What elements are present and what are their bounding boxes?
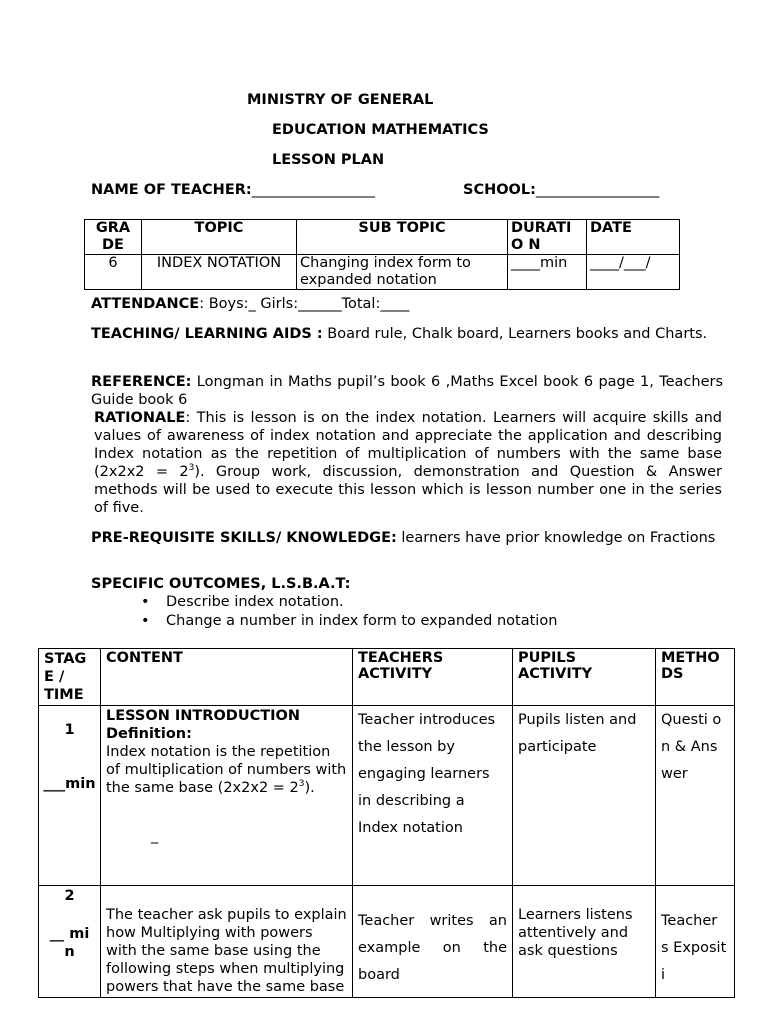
stage-row-1	[39, 706, 735, 886]
aids-label: TEACHING/ LEARNING AIDS :	[91, 326, 323, 342]
header-stage-time: STAG E / TIME	[39, 649, 101, 706]
prerequisite-text: learners have prior knowledge on Fractions	[401, 530, 716, 546]
stage-table	[38, 648, 735, 998]
cell-duration: ____min	[508, 255, 587, 290]
info-table-header-row	[85, 220, 680, 255]
content-subtitle: Definition:	[106, 726, 192, 742]
content-title: LESSON INTRODUCTION	[106, 708, 301, 724]
teacher-label: NAME OF TEACHER:	[91, 182, 252, 198]
aids-text: Board rule, Chalk board, Learners books and Charts.	[327, 326, 708, 342]
definition-text: Index notation is the repetition of multiplication of numbers with the same base (2x2x2 = 2	[106, 744, 347, 796]
cell-date: ____/___/	[587, 255, 680, 290]
bullet-mark: •	[141, 613, 150, 629]
stage-table-header-row	[39, 649, 735, 706]
attendance-text: : Boys:_ Girls:______Total:____	[199, 296, 410, 312]
outcomes-list	[141, 593, 557, 631]
stage-1-time: ___min	[43, 776, 96, 792]
outcome-item	[141, 593, 557, 612]
stage-1-pupils-activity: Pupils listen and participate	[513, 706, 656, 886]
stage-1-number: 1	[64, 722, 75, 738]
rationale-text-1: : This is lesson is on the index notation. Learners will acquire skills and values of awareness of index notation and appreciate the application and describing Index notation as the repetition of multiplication of numbers with the same base (2x2x2 = 2	[94, 410, 722, 480]
teacher-blank: _________________	[251, 182, 375, 198]
stage-1-teacher-activity: Teacher introduces the lesson by engaging learners in describing a Index notation	[353, 706, 513, 886]
header-line-3: LESSON PLAN	[272, 152, 385, 168]
outcome-item	[141, 612, 557, 631]
reference-text: Longman in Maths pupil’s book 6 ,Maths Excel book 6 page 1, Teachers Guide book 6	[91, 374, 724, 408]
rationale-label: RATIONALE	[94, 410, 186, 426]
reference-label: REFERENCE:	[91, 374, 192, 390]
stage-1-cell	[39, 706, 101, 886]
school-blank: _________________	[535, 182, 660, 198]
header-line-1: MINISTRY OF GENERAL	[247, 92, 434, 108]
info-table	[84, 219, 680, 290]
rationale-text-2: ). Group work, discussion, demonstration and Question & Answer methods will be used to execute this lesson which is lesson number one in the series of five.	[94, 464, 722, 516]
info-table-row	[85, 255, 680, 290]
rationale	[94, 409, 722, 517]
cell-grade: 6	[85, 255, 142, 290]
header-duration: DURATIO N	[508, 220, 587, 255]
definition-sup: 3	[298, 779, 305, 790]
attendance	[91, 296, 409, 312]
stage-2-number: 2	[64, 888, 75, 904]
cell-topic: INDEX NOTATION	[142, 255, 297, 290]
stage-2-content: The teacher ask pupils to explain how Multiplying with powers with the same base using the following steps when multiplying powers that have the same base	[101, 886, 353, 998]
stage-2-teacher-activity: Teacher writes an example on the board	[353, 886, 513, 998]
stage-2-cell	[39, 886, 101, 998]
header-content: CONTENT	[101, 649, 353, 706]
school-label: SCHOOL:	[463, 182, 536, 198]
prerequisite	[91, 529, 723, 547]
outcome-text: Change a number in index form to expanded notation	[166, 613, 558, 629]
teacher-name-row	[91, 182, 375, 198]
cell-subtopic: Changing index form to expanded notation	[297, 255, 508, 290]
header-line-2: EDUCATION MATHEMATICS	[272, 122, 489, 138]
header-date: DATE	[587, 220, 680, 255]
content-definition	[106, 743, 347, 797]
header-teachers-activity: TEACHERS ACTIVITY	[353, 649, 513, 706]
stage-2-time: __ mi n	[49, 926, 90, 960]
outcomes-label: SPECIFIC OUTCOMES, L.S.B.A.T:	[91, 576, 351, 592]
stage-row-2	[39, 886, 735, 998]
teaching-aids	[91, 325, 723, 343]
outcome-text: Describe index notation.	[166, 594, 344, 610]
content-mark: _	[151, 828, 159, 844]
header-topic: TOPIC	[142, 220, 297, 255]
reference	[91, 373, 723, 409]
stage-2-methods: Teacher s Expositi	[656, 886, 735, 998]
header-subtopic: SUB TOPIC	[297, 220, 508, 255]
bullet-mark: •	[141, 594, 150, 610]
stage-1-methods: Questi on & Answer	[656, 706, 735, 886]
header-grade: GRA DE	[85, 220, 142, 255]
attendance-label: ATTENDANCE	[91, 296, 200, 312]
prerequisite-label: PRE-REQUISITE SKILLS/ KNOWLEDGE:	[91, 530, 397, 546]
stage-2-pupils-activity: Learners listens attentively and ask questions	[513, 886, 656, 998]
school-row	[463, 182, 659, 198]
rationale-sup: 3	[188, 463, 195, 474]
definition-end: ).	[304, 780, 315, 796]
stage-1-content	[101, 706, 353, 886]
header-pupils-activity: PUPILS ACTIVITY	[513, 649, 656, 706]
header-methods: METHO DS	[656, 649, 735, 706]
